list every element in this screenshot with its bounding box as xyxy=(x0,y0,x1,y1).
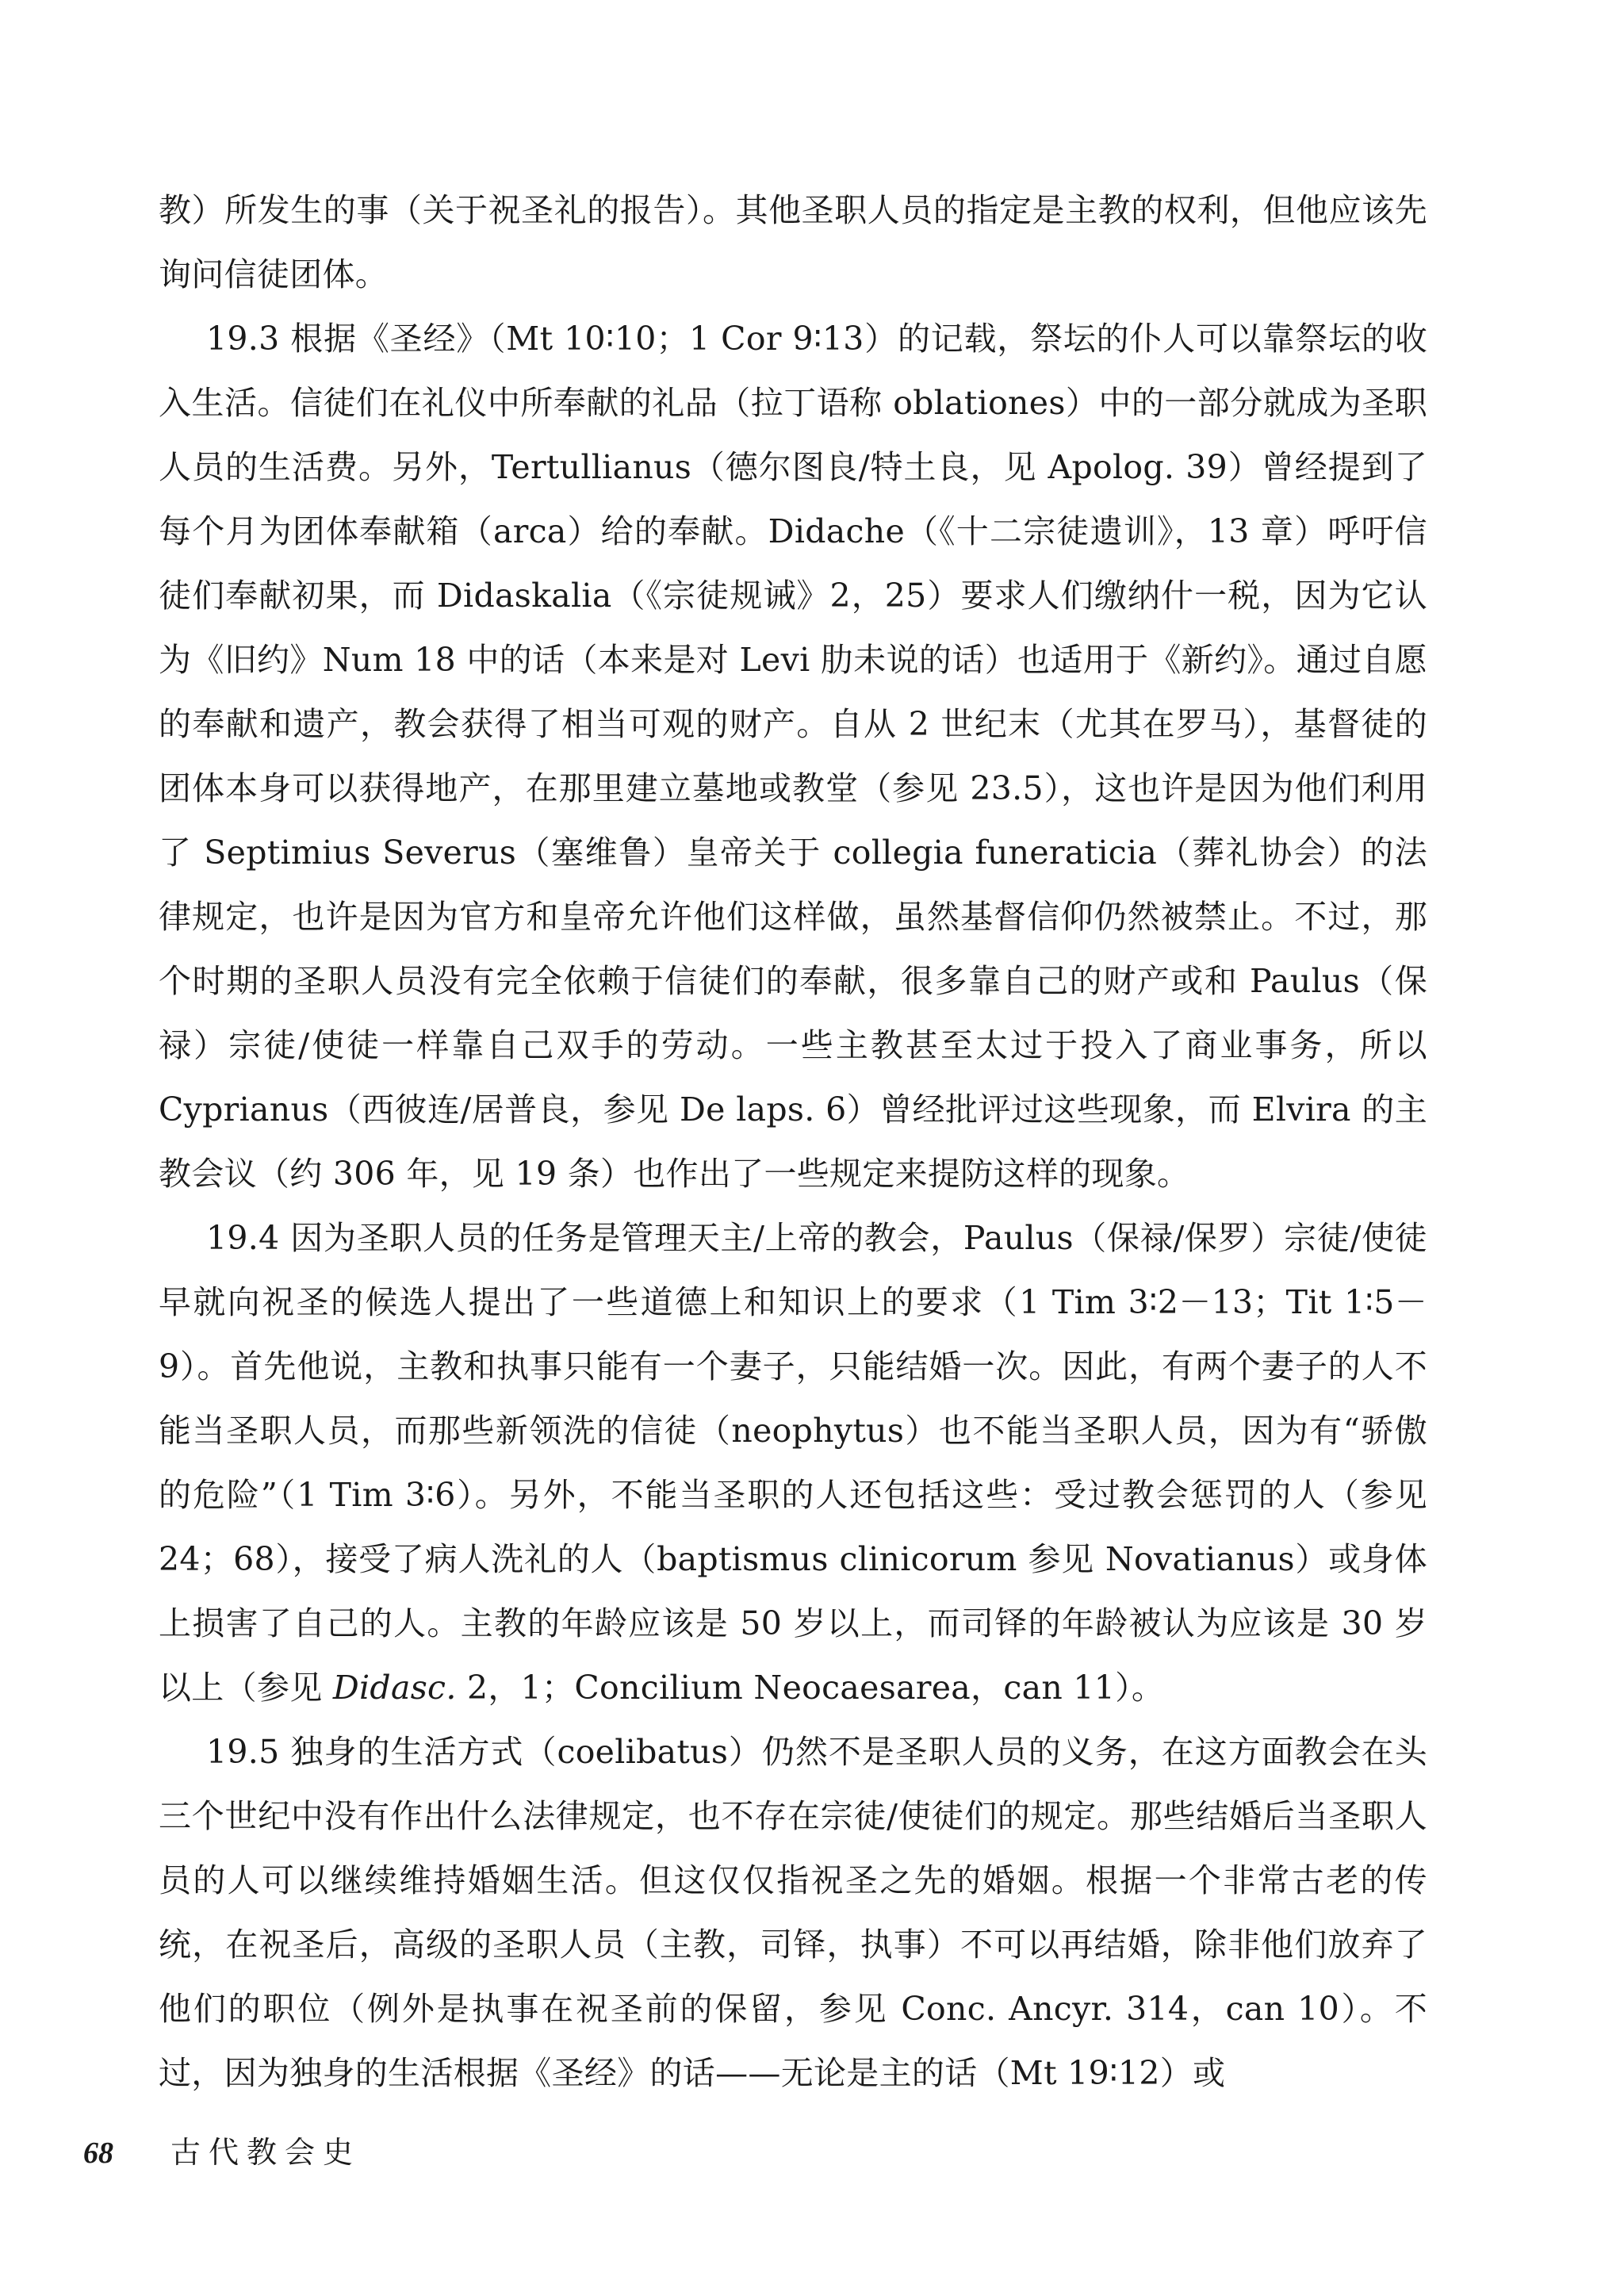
paragraph-19-5: 19.5 独身的生活方式（coelibatus）仍然不是圣职人员的义务，在这方面教会在头三个世纪中没有作出什么法律规定，也不存在宗徒/使徒们的规定。那些结婚后当圣职人员的人可以继续维持婚姻生活。但这仅仅指祝圣之先的婚姻。根据一个非常古老的传统，在祝圣后，高级的圣职人员（主教，司铎，执事）不可以再结婚，除非他们放弃了他们的职位（例外是执事在祝圣前的保留，参见 Conc. Ancyr. 314，can 10）。不过，因为独身的生活根据《圣经》的话——无论是主的话（Mt 19∶12）或 xyxy=(159,1733,1427,2092)
running-title: 古代教会史 xyxy=(170,2135,362,2170)
paragraph-19-4-text: 19.4 因为圣职人员的任务是管理天主/上帝的教会，Paulus（保禄/保罗）宗徒/使徒早就向祝圣的候选人提出了一些道德上和知识上的要求（1 Tim 3∶2－13；Tit 1∶5－9）。首先他说，主教和执事只能有一个妻子，只能结婚一次。因此，有两个妻子的人不能当圣职人员，而那些新领洗的信徒（neophytus）也不能当圣职人员，因为有“骄傲的危险”（1 Tim 3∶6）。另外，不能当圣职的人还包括这些：受过教会惩罚的人（参见 24；68），接受了病人洗礼的人（baptismus clinicorum 参见 Novatianus）或身体上损害了自己的人。主教的年龄应该是 50 岁以上，而司铎的年龄被认为应该是 30 岁以上（参见 xyxy=(159,1219,1427,1707)
page-number: 68 xyxy=(83,2136,113,2170)
page-footer xyxy=(83,2133,361,2172)
page-body xyxy=(159,178,1427,2106)
paragraph-continuation: 教）所发生的事（关于祝圣礼的报告）。其他圣职人员的指定是主教的权利，但他应该先询问信徒团体。 xyxy=(159,191,1427,293)
paragraph-19-4-tail: 2，1；Concilium Neocaesarea，can 11）。 xyxy=(456,1669,1165,1707)
paragraph-19-4-italic-ref: Didasc. xyxy=(332,1669,457,1707)
paragraph-19-4 xyxy=(159,1206,1427,1720)
paragraph-19-3: 19.3 根据《圣经》（Mt 10∶10；1 Cor 9∶13）的记载，祭坛的仆人可以靠祭坛的收入生活。信徒们在礼仪中所奉献的礼品（拉丁语称 oblationes）中的一部分就成为圣职人员的生活费。另外，Tertullianus（德尔图良/特土良，见 Apolog. 39）曾经提到了每个月为团体奉献箱（arca）给的奉献。Didache（《十二宗徒遗训》，13 章）呼吁信徒们奉献初果，而 Didaskalia（《宗徒规诫》2，25）要求人们缴纳什一税，因为它认为《旧约》Num 18 中的话（本来是对 Levi 肋未说的话）也适用于《新约》。通过自愿的奉献和遗产，教会获得了相当可观的财产。自从 2 世纪末（尤其在罗马），基督徒的团体本身可以获得地产，在那里建立墓地或教堂（参见 23.5），这也许是因为他们利用了 Septimius Severus（塞维鲁）皇帝关于 collegia funeraticia（葬礼协会）的法律规定，也许是因为官方和皇帝允许他们这样做，虽然基督信仰仍然被禁止。不过，那个时期的圣职人员没有完全依赖于信徒们的奉献，很多靠自己的财产或和 Paulus（保禄）宗徒/使徒一样靠自己双手的劳动。一些主教甚至太过于投入了商业事务，所以 Cyprianus（西彼连/居普良，参见 De laps. 6）曾经批评过这些现象，而 Elvira 的主教会议（约 306 年，见 19 条）也作出了一些规定来提防这样的现象。 xyxy=(159,320,1427,1193)
